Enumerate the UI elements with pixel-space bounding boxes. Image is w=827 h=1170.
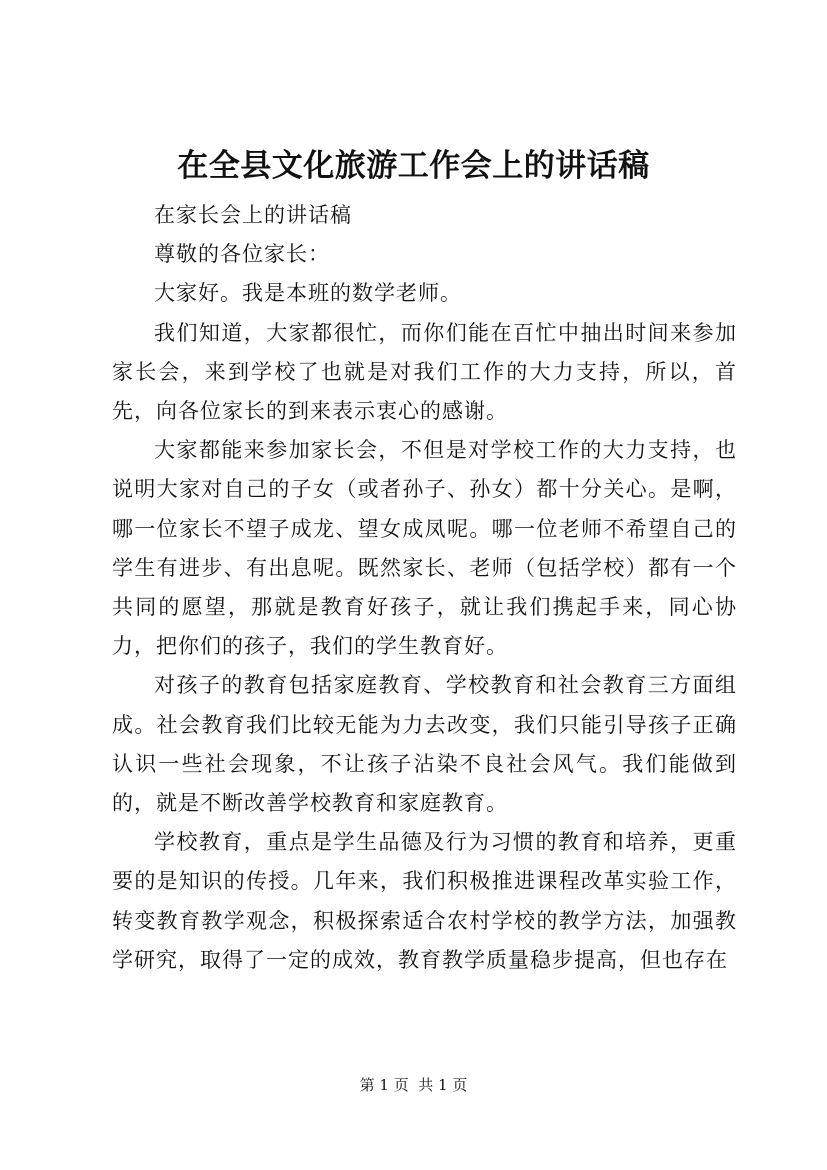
paragraph-school-education: 学校教育，重点是学生品德及行为习惯的教育和培养，更重要的是知识的传授。几年来，我们积极推进课程改革实验工作，转变教育教学观念，积极探索适合农村学校的教学方法，加强教学研究，取得了一定的成效，教育教学质量稳步提高，但也存在 [112,830,737,972]
page-footer [0,1075,827,1095]
page-number-label: 第 1 页 共 1 页 [359,1076,468,1094]
paragraph-thanks: 我们知道，大家都很忙，而你们能在百忙中抽出时间来参加家长会，来到学校了也就是对我们工作的大力支持，所以，首先，向各位家长的到来表示衷心的感谢。 [112,320,737,424]
paragraph-shared-wish: 大家都能来参加家长会，不但是对学校工作的大力支持，也说明大家对自己的子女（或者孙子、孙女）都十分关心。是啊，哪一位家长不望子成龙、望女成凤呢。哪一位老师不希望自己的学生有进步、有出息呢。既然家长、老师（包括学校）都有一个共同的愿望，那就是教育好孩子，就让我们携起手来，同心协力，把你们的孩子，我们的学生教育好。 [112,438,737,659]
document-title: 在全县文化旅游工作会上的讲话稿 [177,148,650,184]
paragraph-three-education: 对孩子的教育包括家庭教育、学校教育和社会教育三方面组成。社会教育我们比较无能为力去改变，我们只能引导孩子正确认识一些社会现象，不让孩子沾染不良社会风气。我们能做到的，就是不断改善学校教育和家庭教育。 [112,673,737,816]
document-body [112,196,737,980]
paragraph-salutation: 尊敬的各位家长： [154,242,330,267]
paragraph-greeting: 大家好。我是本班的数学老师。 [154,281,462,306]
paragraph-heading: 在家长会上的讲话稿 [154,203,352,227]
